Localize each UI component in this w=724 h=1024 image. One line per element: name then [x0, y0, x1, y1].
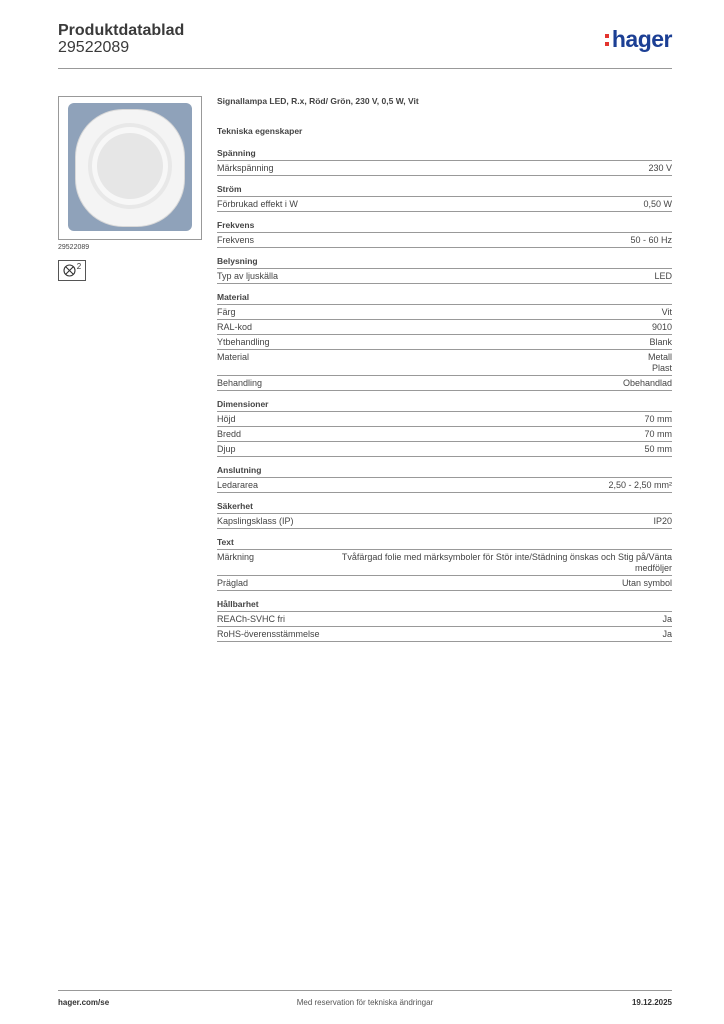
- spec-value: [623, 378, 672, 389]
- image-caption: 29522089: [58, 244, 90, 251]
- spec-label: Bredd: [217, 429, 242, 439]
- spec-row: [217, 478, 672, 493]
- section-title: Dimensioner: [217, 399, 672, 412]
- spec-value-line: 50 mm: [644, 444, 672, 454]
- spec-label: Färg: [217, 307, 236, 317]
- spec-label: Typ av ljuskälla: [217, 271, 279, 281]
- spec-value-line: LED: [654, 271, 672, 281]
- lamp-lens: [97, 133, 163, 199]
- spec-label: Djup: [217, 444, 236, 454]
- spec-value: [342, 552, 672, 574]
- spec-section: [217, 465, 672, 493]
- section-title: Säkerhet: [217, 501, 672, 514]
- section-title: Belysning: [217, 256, 672, 269]
- spec-row: [217, 612, 672, 627]
- spec-value-line: 230 V: [648, 163, 672, 173]
- spec-row: [217, 627, 672, 642]
- lamp-symbol-badge: [58, 260, 86, 281]
- spec-value: [644, 429, 672, 440]
- spec-section: [217, 256, 672, 284]
- spec-label: Höjd: [217, 414, 236, 424]
- spec-value: [622, 578, 672, 589]
- page-footer: [58, 990, 672, 1007]
- spec-row: [217, 576, 672, 591]
- spec-label: Förbrukad effekt i W: [217, 199, 298, 209]
- spec-value-line: Blank: [649, 337, 672, 347]
- spec-row: [217, 197, 672, 212]
- lamp-symbol-icon: [63, 264, 76, 277]
- spec-label: Märkning: [217, 552, 255, 562]
- spec-content: [217, 96, 672, 650]
- spec-value-line: Utan symbol: [621, 578, 672, 588]
- badge-superscript: 2: [76, 262, 82, 271]
- spec-value: [644, 444, 672, 455]
- spec-value-line: Plast: [651, 363, 672, 373]
- spec-sections: [217, 148, 672, 642]
- spec-value-line: Obehandlad: [622, 378, 672, 388]
- spec-label: RAL-kod: [217, 322, 253, 332]
- spec-value-line: Vit: [661, 307, 672, 317]
- section-title: Anslutning: [217, 465, 672, 478]
- spec-value-line: Ja: [662, 614, 672, 624]
- section-title: Hållbarhet: [217, 599, 672, 612]
- page-header: [58, 20, 672, 69]
- spec-value-line: IP20: [653, 516, 672, 526]
- spec-section: [217, 220, 672, 248]
- document-number: 29522089: [58, 39, 130, 56]
- spec-label: Material: [217, 352, 250, 362]
- footer-website: hager.com/se: [58, 998, 110, 1007]
- section-title: Text: [217, 537, 672, 550]
- spec-row: [217, 320, 672, 335]
- spec-label: Märkspänning: [217, 163, 274, 173]
- spec-section: [217, 148, 672, 176]
- spec-value-line: 2,50 - 2,50 mm²: [608, 480, 672, 490]
- spec-label: Frekvens: [217, 235, 255, 245]
- spec-value: [654, 271, 672, 282]
- spec-value: [608, 480, 672, 491]
- spec-row: [217, 427, 672, 442]
- document-title: Produktdatablad: [58, 22, 185, 39]
- spec-label: Kapslingsklass (IP): [217, 516, 294, 526]
- spec-value: [648, 163, 672, 174]
- spec-row: [217, 161, 672, 176]
- spec-value: [653, 516, 672, 527]
- spec-label: Ledararea: [217, 480, 259, 490]
- section-title: Material: [217, 292, 672, 305]
- spec-value-line: Ja: [662, 629, 672, 639]
- spec-value-line: 70 mm: [644, 414, 672, 424]
- spec-section: [217, 537, 672, 591]
- spec-label: Ytbehandling: [217, 337, 270, 347]
- spec-row: [217, 442, 672, 457]
- logo-text: hager: [611, 26, 672, 52]
- spec-section: [217, 501, 672, 529]
- footer-disclaimer: Med reservation för tekniska ändringar: [296, 998, 434, 1007]
- spec-row: [217, 514, 672, 529]
- spec-section: [217, 292, 672, 391]
- spec-section: [217, 599, 672, 642]
- section-title: Frekvens: [217, 220, 672, 233]
- spec-row: [217, 305, 672, 320]
- product-image: [58, 96, 202, 240]
- spec-value-line: 9010: [651, 322, 672, 332]
- spec-row: [217, 233, 672, 248]
- spec-value: [649, 337, 672, 348]
- product-name: Signallampa LED, R.x, Röd/ Grön, 230 V, 0,5 W, Vit: [217, 96, 419, 106]
- spec-value: [644, 414, 672, 425]
- spec-value-line: 70 mm: [644, 429, 672, 439]
- spec-label: Präglad: [217, 578, 249, 588]
- logo-dots-icon: [605, 32, 610, 47]
- tech-heading: Tekniska egenskaper: [217, 126, 303, 136]
- spec-value: [652, 322, 672, 333]
- spec-section: [217, 399, 672, 457]
- footer-date: 19.12.2025: [631, 998, 672, 1007]
- spec-value: [662, 614, 672, 625]
- spec-row: [217, 269, 672, 284]
- spec-value-line: medföljer: [634, 563, 672, 573]
- spec-row: [217, 550, 672, 576]
- spec-label: REACh-SVHC fri: [217, 614, 286, 624]
- spec-row: [217, 350, 672, 376]
- section-title: Ström: [217, 184, 672, 197]
- spec-value-line: 0,50 W: [643, 199, 672, 209]
- spec-value: [643, 199, 672, 210]
- spec-row: [217, 412, 672, 427]
- spec-row: [217, 376, 672, 391]
- spec-label: Behandling: [217, 378, 263, 388]
- spec-value: [662, 307, 672, 318]
- spec-value: [662, 629, 672, 640]
- spec-value-line: Tvåfärgad folie med märksymboler för Stör inte/Städning önskas och Stig på/Vänta: [341, 552, 672, 562]
- left-column: [58, 96, 202, 281]
- section-title: Spänning: [217, 148, 672, 161]
- spec-value: [630, 235, 672, 246]
- spec-value-line: Metall: [647, 352, 672, 362]
- hager-logo: [605, 26, 672, 53]
- spec-value-line: 50 - 60 Hz: [630, 235, 672, 245]
- spec-value: [648, 352, 672, 374]
- spec-section: [217, 184, 672, 212]
- spec-row: [217, 335, 672, 350]
- spec-label: RoHS-överensstämmelse: [217, 629, 320, 639]
